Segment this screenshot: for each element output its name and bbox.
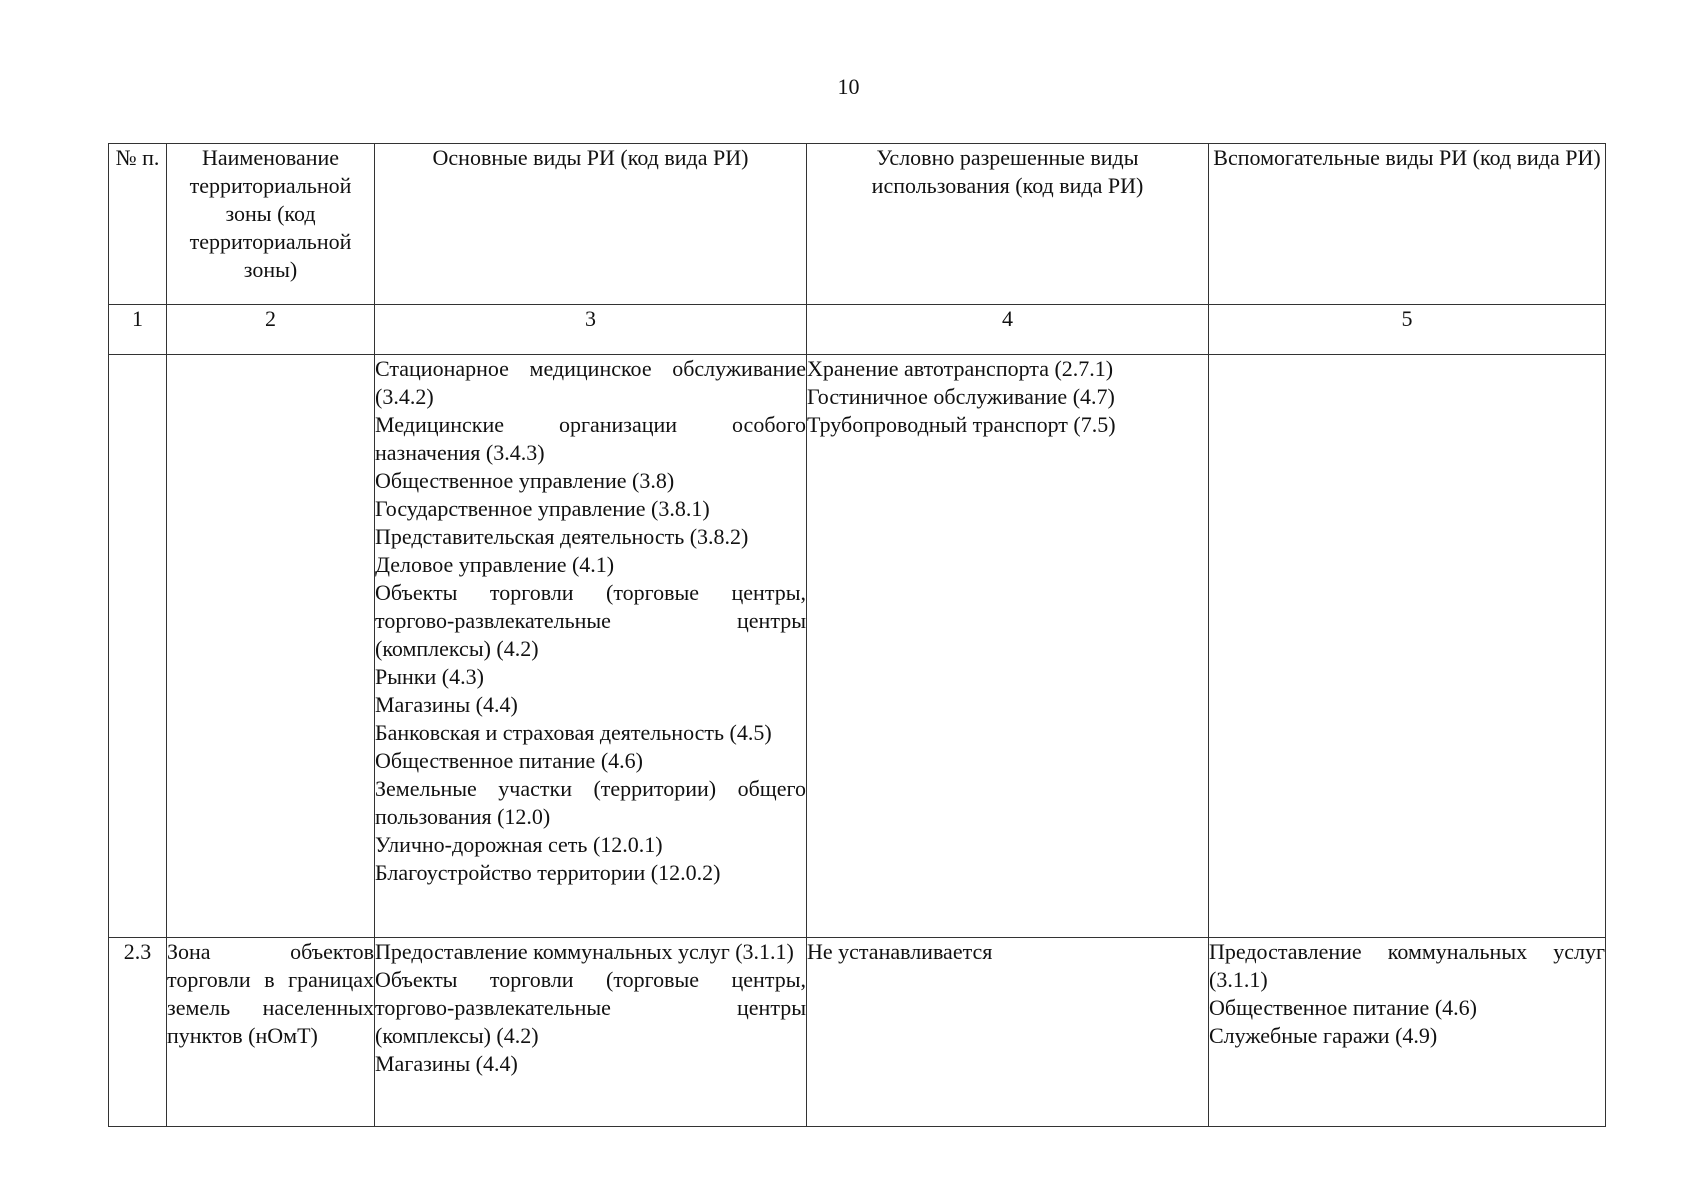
conditional-use-item: Хранение автотранспорта (2.7.1) [807,356,1114,381]
conditional-uses-cell [807,938,1209,1127]
main-use-item: Банковская и страховая деятельность (4.5) [375,720,772,745]
header-zone-name: Наименование территориальной зоны (код территориальной зоны) [167,144,375,305]
main-use-item: Магазины (4.4) [375,1051,518,1076]
page-number: 10 [837,74,860,99]
main-use-item: Рынки (4.3) [375,664,484,689]
row-number: 2.3 [109,938,167,1127]
zone-name: Зона объектов торговли в границах земель населенных пунктов (нОмТ) [167,938,375,1127]
main-use-item: Магазины (4.4) [375,692,518,717]
auxiliary-use-item: Общественное питание (4.6) [1209,995,1477,1020]
main-use-item: Деловое управление (4.1) [375,552,615,577]
conditional-use-item: Трубопроводный транспорт (7.5) [807,412,1116,437]
main-use-item: Стационарное медицинское обслуживание (3.4.2) [375,356,806,409]
header-conditional-uses: Условно разрешенные виды использования (код вида РИ) [807,144,1209,305]
main-use-item: Улично-дорожная сеть (12.0.1) [375,832,663,857]
conditional-use-item: Гостиничное обслуживание (4.7) [807,384,1115,409]
main-use-item: Общественное питание (4.6) [375,748,643,773]
main-use-item: Медицинские организации особого назначения (3.4.3) [375,412,806,465]
zone-name [167,355,375,938]
main-use-item: Благоустройство территории (12.0.2) [375,860,721,885]
column-numbers-row [109,305,1606,355]
main-use-item: Земельные участки (территории) общего пользования (12.0) [375,776,806,829]
main-uses-cell [375,355,807,938]
column-number: 1 [109,305,167,355]
main-use-item: Предоставление коммунальных услуг (3.1.1) [375,939,794,964]
conditional-uses-cell [807,355,1209,938]
main-use-item: Объекты торговли (торговые центры, торгово-развлекательные центры (комплексы) (4.2) [375,580,806,661]
main-use-item: Общественное управление (3.8) [375,468,675,493]
main-use-item: Представительская деятельность (3.8.2) [375,524,749,549]
auxiliary-uses-cell [1209,355,1606,938]
auxiliary-uses-cell [1209,938,1606,1127]
row-number [109,355,167,938]
column-number: 5 [1209,305,1606,355]
column-number: 4 [807,305,1209,355]
header-number: № п. [109,144,167,305]
table-header-row [109,144,1606,305]
table-row [109,938,1606,1127]
auxiliary-use-item: Предоставление коммунальных услуг (3.1.1) [1209,939,1605,992]
table-row [109,355,1606,938]
main-uses-cell [375,938,807,1127]
header-auxiliary-uses: Вспомогательные виды РИ (код вида РИ) [1209,144,1606,305]
zoning-table [108,143,1606,1127]
header-main-uses: Основные виды РИ (код вида РИ) [375,144,807,305]
main-use-item: Объекты торговли (торговые центры, торгово-развлекательные центры (комплексы) (4.2) [375,967,806,1048]
column-number: 2 [167,305,375,355]
auxiliary-use-item: Служебные гаражи (4.9) [1209,1023,1438,1048]
column-number: 3 [375,305,807,355]
conditional-use-item: Не устанавливается [807,939,993,964]
main-use-item: Государственное управление (3.8.1) [375,496,710,521]
